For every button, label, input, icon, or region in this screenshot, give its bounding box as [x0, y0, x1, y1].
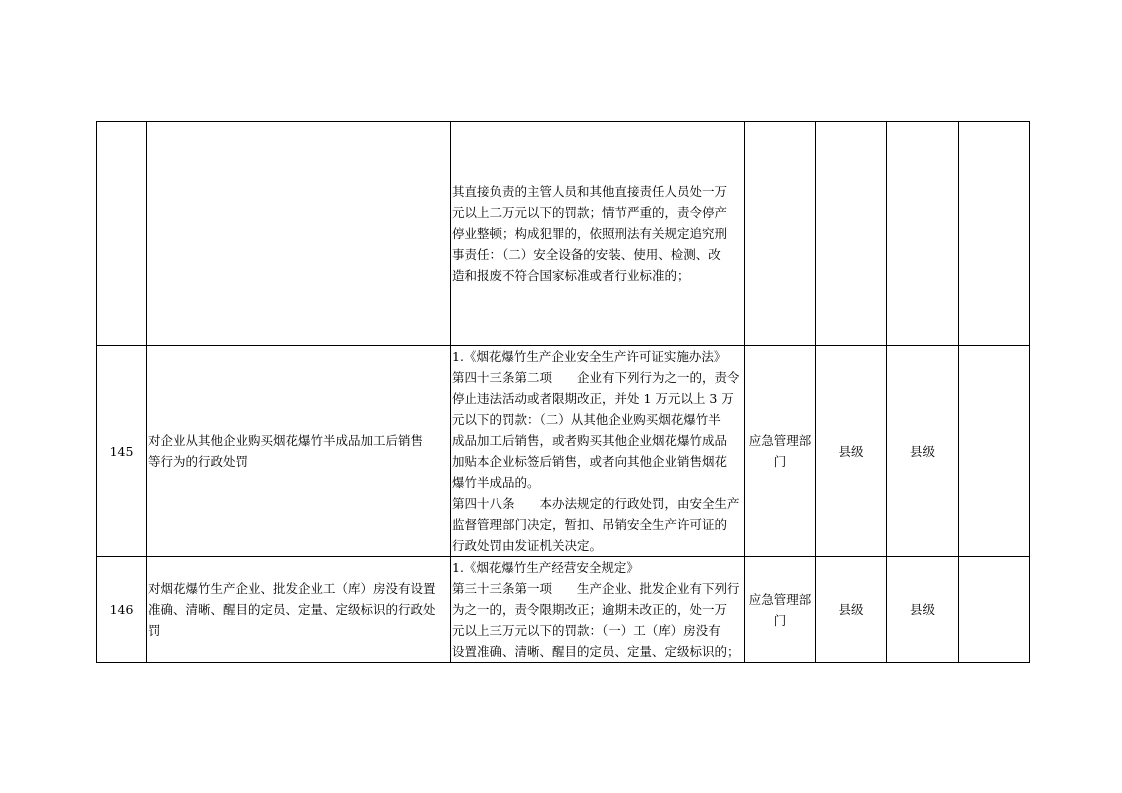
basis-line: 成品加工后销售，或者购买其他企业烟花爆竹成品 — [452, 433, 728, 448]
legal-basis — [451, 346, 745, 557]
basis-line: 元以下的罚款：（二）从其他企业购买烟花爆竹半 — [452, 412, 721, 427]
level-cell: 县级 — [887, 557, 959, 663]
basis-line: 元以上三万元以下的罚款：（一）工（库）房没有 — [452, 623, 721, 638]
department: 应急管理部门 — [745, 346, 816, 557]
department — [745, 122, 816, 346]
department: 应急管理部门 — [745, 557, 816, 663]
item-name — [147, 346, 451, 557]
row-number: 146 — [97, 557, 147, 663]
basis-line: 其直接负责的主管人员和其他直接责任人员处一万 — [452, 184, 728, 199]
item-name-line: 对企业从其他企业购买烟花爆竹半成品加工后销售 — [148, 433, 424, 448]
level-cell — [816, 122, 887, 346]
basis-line: 元以上二万元以下的罚款；情节严重的，责令停产 — [452, 205, 728, 220]
item-name — [147, 122, 451, 346]
penalty-table — [96, 121, 1030, 663]
basis-line: 事责任：（二）安全设备的安装、使用、检测、改 — [452, 247, 721, 262]
empty-cell — [959, 122, 1030, 346]
empty-cell — [959, 557, 1030, 663]
level-cell: 县级 — [887, 346, 959, 557]
table-row — [97, 346, 1030, 557]
table-row — [97, 122, 1030, 346]
article-text: 企业有下列行为之一的，责令 — [577, 370, 740, 385]
basis-line: 1.《烟花爆竹生产经营安全规定》 — [452, 560, 639, 575]
legal-basis — [451, 557, 745, 663]
row-number: 145 — [97, 346, 147, 557]
basis-article-line — [452, 493, 743, 514]
article-text: 本办法规定的行政处罚，由安全生产 — [539, 496, 740, 511]
legal-basis — [451, 122, 745, 346]
level-cell: 县级 — [816, 346, 887, 557]
empty-cell — [959, 346, 1030, 557]
basis-article-line — [452, 578, 743, 599]
level-cell: 县级 — [816, 557, 887, 663]
basis-line: 爆竹半成品的。 — [452, 475, 540, 490]
basis-line: 停止违法活动或者限期改正，并处 1 万元以上 3 万 — [452, 391, 734, 406]
article-ref: 第四十三条第二项 — [452, 370, 553, 385]
article-ref: 第三十三条第一项 — [452, 581, 553, 596]
item-name-line: 罚 — [148, 623, 161, 638]
basis-line: 造和报废不符合国家标准或者行业标准的； — [452, 268, 690, 283]
item-name-line: 对烟花爆竹生产企业、批发企业工（库）房没有设置 — [148, 581, 436, 596]
basis-line: 加贴本企业标签后销售，或者向其他企业销售烟花 — [452, 454, 728, 469]
article-text: 生产企业、批发企业有下列行 — [577, 581, 740, 596]
basis-line: 停业整顿；构成犯罪的，依照刑法有关规定追究刑 — [452, 226, 728, 241]
basis-article-line — [452, 367, 743, 388]
item-name — [147, 557, 451, 663]
row-number — [97, 122, 147, 346]
basis-line: 1.《烟花爆竹生产企业安全生产许可证实施办法》 — [452, 349, 727, 364]
item-name-line: 等行为的行政处罚 — [148, 454, 249, 469]
basis-line: 设置准确、清晰、醒目的定员、定量、定级标识的； — [452, 644, 740, 659]
basis-line: 为之一的，责令限期改正；逾期未改正的，处一万 — [452, 602, 728, 617]
basis-line: 行政处罚由发证机关决定。 — [452, 538, 603, 553]
table-row — [97, 557, 1030, 663]
level-cell — [887, 122, 959, 346]
article-ref: 第四十八条 — [452, 496, 515, 511]
item-name-line: 准确、清晰、醒目的定员、定量、定级标识的行政处 — [148, 602, 436, 617]
basis-line: 监督管理部门决定，暂扣、吊销安全生产许可证的 — [452, 517, 728, 532]
